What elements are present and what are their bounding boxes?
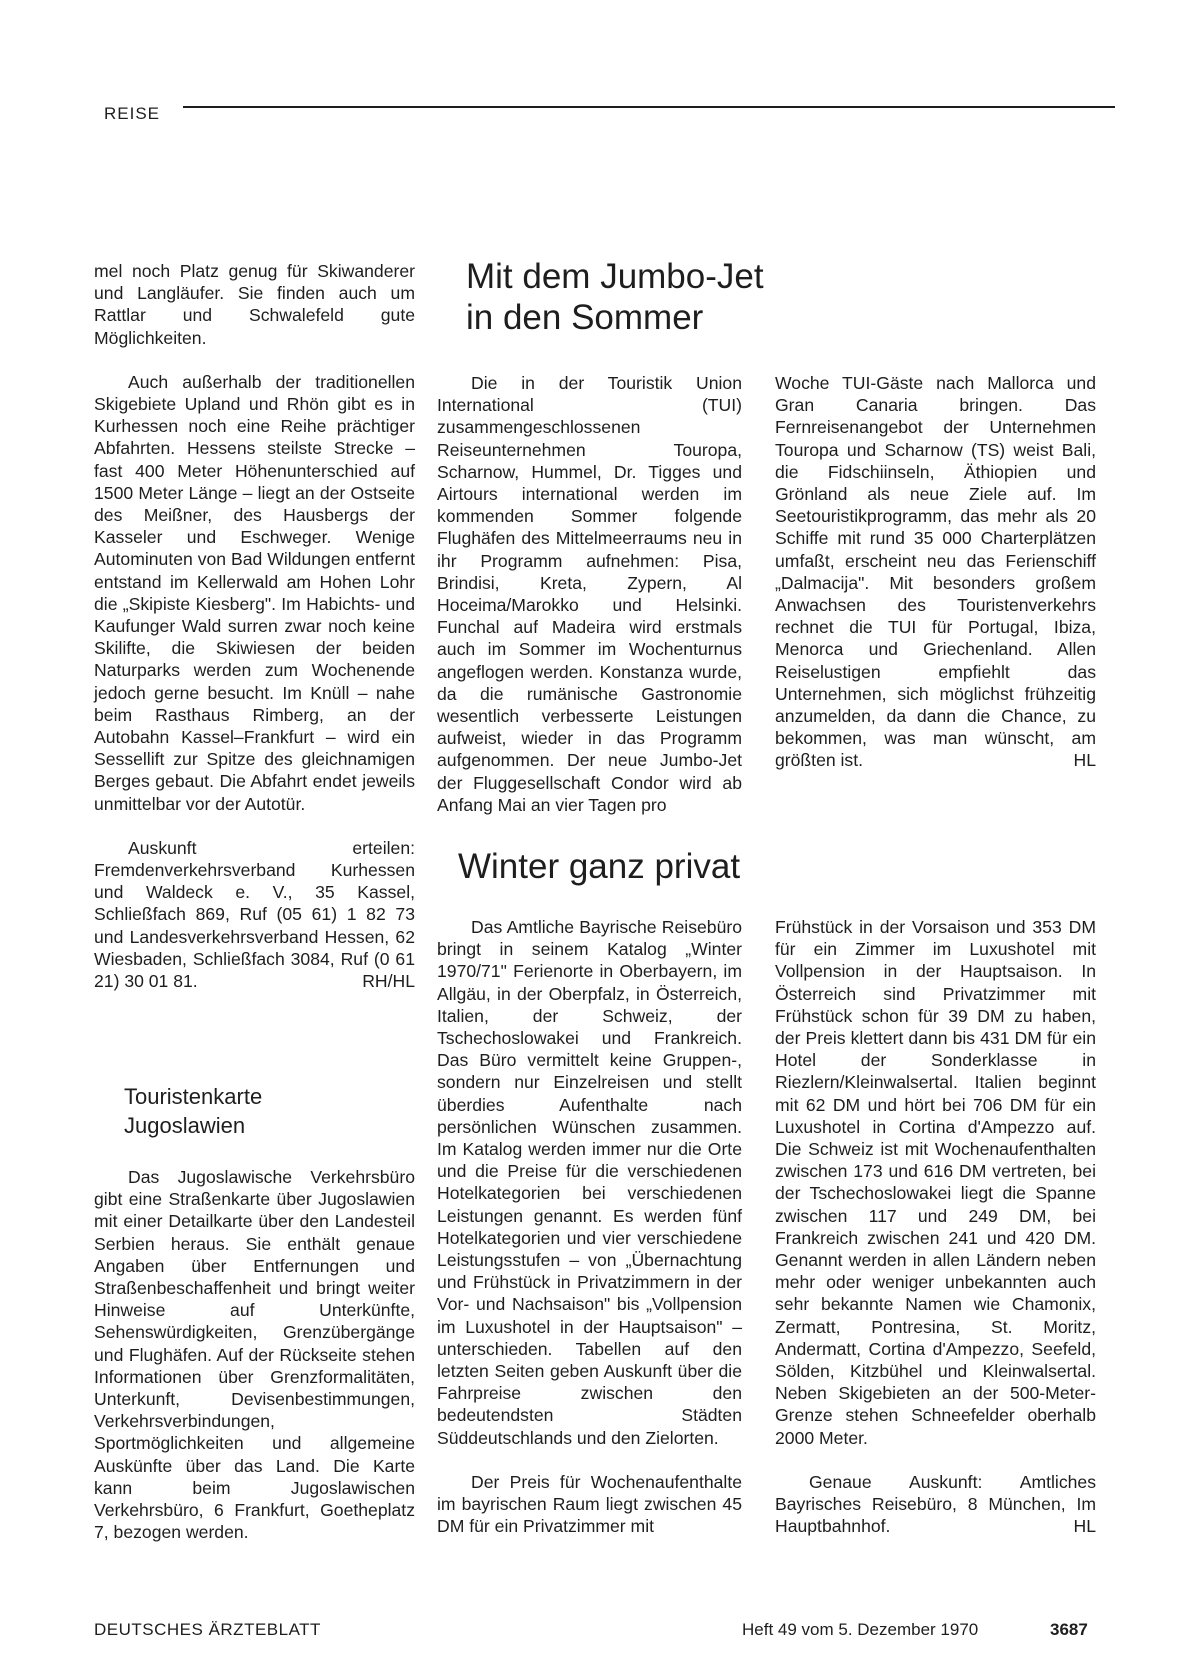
jugoslawien-heading-line-1: Touristenkarte (124, 1084, 263, 1109)
paragraph-contact (94, 837, 415, 992)
jumbo-b-text: Woche TUI-Gäste nach Mallorca und Gran Canaria bringen. Das Fernreisenangebot der Unternehmen Touropa und Scharnow (TS) weist Bali, die Fidschiinseln, Äthiopien und Grönland als neue Ziele auf. Im Seetouristikprogramm, das mehr als 20 Schiffe mit rund 35 000 Charterplätzen umfaßt, erscheint neu das Ferienschiff „Dalmacija". Mit besonders großem Anwachsen des Touristenverkehrs rechnet die TUI für Portugal, Ibiza, Menorca und Griechenland. Allen Reiselustigen empfiehlt das Unternehmen, sich möglichst frühzeitig anzumelden, da dann die Chance, zu bekommen, was man wünscht, am größten ist. (775, 373, 1096, 771)
jugoslawien-column (94, 1166, 415, 1543)
winter-b2-text: Genaue Auskunft: Amtliches Bayrisches Reisebüro, 8 München, Im Hauptbahnhof. (775, 1471, 1096, 1537)
winter-column-2 (775, 916, 1096, 1537)
jugoslawien-heading (124, 1082, 262, 1140)
jugoslawien-heading-line-2: Jugoslawien (124, 1113, 246, 1138)
page-number: 3687 (1050, 1620, 1088, 1639)
jumbo-headline-line-1: Mit dem Jumbo-Jet (466, 257, 764, 296)
author-signature: RH/HL (362, 971, 415, 992)
winter-column-1 (437, 916, 742, 1537)
paragraph-winter-b2 (775, 1471, 1096, 1538)
paragraph-winter-a1: Das Amtliche Bayrische Reisebüro bringt in seinem Katalog „Winter 1970/71" Ferienorte in Oberbayern, im Allgäu, in der Oberpfalz, in Österreich, Italien, der Schweiz, der Tschechoslowakei und Frankreich. Das Büro vermittelt keine Gruppen-, sondern nur Einzelreisen und stellt überdies Aufenthalte nach persönlichen Wünschen zusammen. Im Katalog werden immer nur die Orte und die Preise für die verschiedenen Hotelkategorien bei verschiedenen Leistungen genannt. Es werden fünf Hotelkategorien und vier verschiedene Leistungsstufen – von „Übernachtung und Frühstück in Privatzimmern in der Vor- und Nachsaison" bis „Vollpension im Luxushotel in der Hauptsaison" – unterschieden. Tabellen auf den letzten Seiten geben Auskunft über die Fahrpreise zwischen den bedeutendsten Städten Süddeutschlands und den Zielorten. (437, 917, 742, 1448)
journal-name: DEUTSCHES ÄRZTEBLATT (94, 1620, 321, 1639)
paragraph-ski-areas: Auch außerhalb der traditionellen Skigebiete Upland und Rhön gibt es in Kurhessen noch eine Reihe prächtiger Abfahrten. Hessens steilste Strecke – fast 400 Meter Höhenunterschied auf 1500 Meter Länge – liegt an der Ostseite des Meißner, des Hausbergs der Kasseler und Eschweger. Wenige Autominuten von Bad Wildungen entfernt entstand im Kellerwald am Hohen Lohr die „Skipiste Kiesberg". Im Habichts- und Kaufunger Wald surren zwar noch keine Skilifte, die Skiwiesen der beiden Naturparks werden zum Wochenende jedoch gerne besucht. Im Knüll – nahe beim Rasthaus Rimberg, an der Autobahn Kassel–Frankfurt – wird ein Sessellift zur Spitze des gleichnamigen Berges gebaut. Die Abfahrt endet jeweils unmittelbar vor der Autotür. (94, 371, 415, 814)
contact-text: Auskunft erteilen: Fremdenverkehrsverband Kurhessen und Waldeck e. V., 35 Kassel, Schließfach 869, Ruf (05 61) 1 82 73 und Landesverkehrsverband Hessen, 62 Wiesbaden, Schließfach 3084, Ruf (0 61 21) 30 01 81. (94, 837, 415, 992)
header-rule (183, 106, 1115, 108)
paragraph-winter-a2: Der Preis für Wochenaufenthalte im bayrischen Raum liegt zwischen 45 DM für ein Privatzimmer mit (437, 1471, 742, 1537)
left-column (94, 260, 415, 992)
jumbo-column-2 (775, 372, 1096, 772)
paragraph-jugoslawien: Das Jugoslawische Verkehrsbüro gibt eine Straßenkarte über Jugoslawien mit einer Detailkarte über den Landesteil Serbien heraus. Sie enthält genaue Angaben über Entfernungen und Straßenbeschaffenheit und bringt weiter Hinweise auf Unterkünfte, Sehenswürdigkeiten, Grenzübergänge und Flughäfen. Auf der Rückseite stehen Informationen über Grenzformalitäten, Unterkunft, Devisenbestimmungen, Verkehrsverbindungen, Sportmöglichkeiten und allgemeine Auskünfte über das Land. Die Karte kann beim Jugoslawischen Verkehrsbüro, 6 Frankfurt, Goetheplatz 7, bezogen werden. (94, 1167, 415, 1543)
winter-headline: Winter ganz privat (458, 847, 741, 886)
paragraph-winter-b1: Frühstück in der Vorsaison und 353 DM für ein Zimmer im Luxushotel mit Vollpension in der Hauptsaison. In Österreich sind Privatzimmer mit Frühstück schon für 39 DM zu haben, der Preis klettert dann bis 431 DM für ein Hotel der Sonderklasse in Riezlern/Kleinwalsertal. Italien beginnt mit 62 DM und hört bei 706 DM für ein Luxushotel in Cortina d'Ampezzo auf. Die Schweiz ist mit Wochenaufenthalten zwischen 173 und 616 DM vertreten, bei der Tschechoslowakei liegt die Spanne zwischen 117 und 249 DM, bei Frankreich zwischen 241 und 420 DM. Genannt werden in allen Ländern neben mehr oder weniger unbekannten auch sehr bekannte Namen wie Chamonix, Zermatt, Pontresina, St. Moritz, Andermatt, Cortina d'Ampezzo, Seefeld, Sölden, Kitzbühel und Kleinwalsertal. Neben Skigebieten an der 500-Meter-Grenze stehen Schneefelder oberhalb 2000 Meter. (775, 917, 1096, 1448)
paragraph-jumbo-a: Die in der Touristik Union International (TUI) zusammengeschlossenen Reiseunternehmen Touropa, Scharnow, Hummel, Dr. Tigges und Airtours international werden im kommenden Sommer folgende Flughäfen des Mittelmeerraums neu in ihr Programm aufnehmen: Pisa, Brindisi, Kreta, Zypern, Al Hoceima/Marokko und Helsinki. Funchal auf Madeira wird erstmals auch im Sommer im Wochenturnus angeflogen werden. Konstanza wurde, da die rumänische Gastronomie wesentlich verbesserte Leistungen aufweist, wieder in das Programm aufgenommen. Der neue Jumbo-Jet der Fluggesellschaft Condor wird ab Anfang Mai an vier Tagen pro (437, 373, 742, 815)
jumbo-headline-line-2: in den Sommer (466, 298, 704, 337)
paragraph-jumbo-b (775, 372, 1096, 772)
jumbo-column-1 (437, 372, 742, 816)
winter-signature: HL (1073, 1516, 1096, 1537)
jumbo-signature: HL (1073, 750, 1096, 771)
jumbo-headline (466, 256, 764, 338)
paragraph-continuation: mel noch Platz genug für Skiwanderer und Langläufer. Sie finden auch um Rattlar und Schwalefeld gute Möglichkeiten. (94, 261, 415, 348)
section-label: REISE (104, 104, 161, 123)
issue-info: Heft 49 vom 5. Dezember 1970 (742, 1620, 979, 1639)
